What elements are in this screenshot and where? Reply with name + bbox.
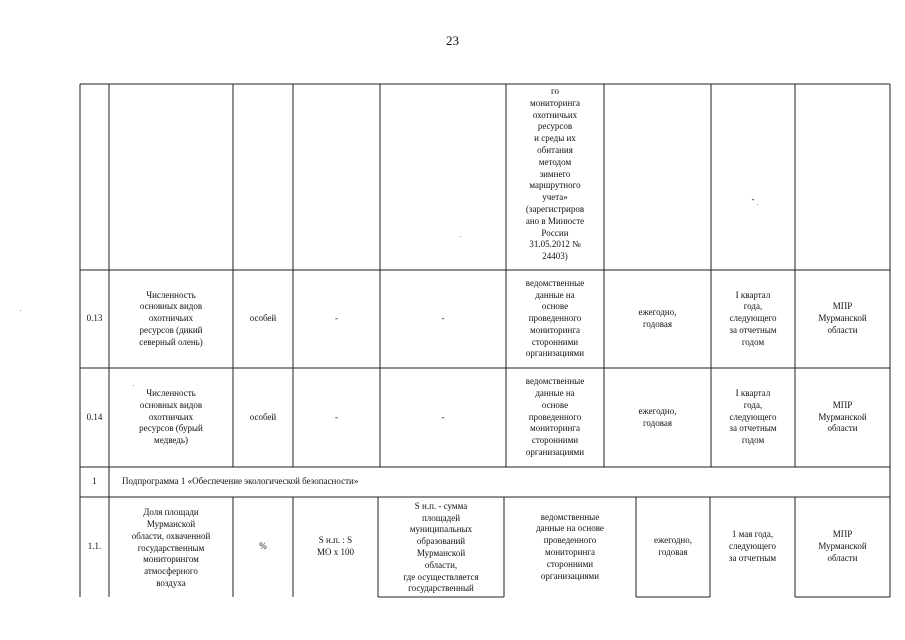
row-11-num-text: 1.1.	[87, 541, 102, 552]
row-014-name	[109, 368, 233, 467]
row-014-frequency-text: ежегодно, годовая	[638, 405, 677, 428]
row-11-formula-text: S н.п. : S МО х 100	[316, 535, 354, 557]
row-013-unit-text: особей	[249, 313, 277, 324]
row-014-deadline	[711, 368, 795, 467]
row-013-unit	[233, 270, 293, 368]
subprogram-title	[122, 467, 882, 497]
row-013-name-text: Численность основных видов охотничьих ресурсов (дикий северный олень)	[139, 289, 203, 347]
row-11-deadline	[710, 497, 795, 597]
row-014-num-text: 0.14	[86, 411, 103, 422]
row-013-num	[80, 270, 109, 368]
row-014-explanation-text: -	[441, 411, 445, 422]
row-014-formula	[293, 368, 380, 467]
row-014-responsible	[795, 368, 890, 467]
continuation-deadline-cell	[711, 180, 795, 220]
row-014-explanation	[380, 368, 506, 467]
continuation-method-text: го мониторинга охотничьих ресурсов и среды их обитания методом зимнего маршрутного учета» (зарегистриров ано в Минюсте России 31.05.2012 № 24403)	[525, 86, 585, 262]
scan-speck	[20, 310, 21, 311]
row-013-deadline-text: I квартал года, следующего за отчетным годом	[729, 289, 777, 347]
row-014-source-text: ведомственные данные на основе проведенного мониторинга сторонними организациями	[525, 376, 585, 457]
row-11-num	[80, 497, 109, 597]
scan-speck	[133, 385, 134, 386]
row-11-responsible	[795, 497, 890, 597]
row-013-deadline	[711, 270, 795, 368]
scan-speck	[757, 204, 758, 205]
row-013-formula	[293, 270, 380, 368]
row-11-frequency-text: ежегодно, годовая	[654, 535, 692, 557]
row-11-source-text: ведомственные данные на основе проведенного мониторинга сторонними организациями	[536, 511, 604, 581]
page-number: 23	[446, 33, 459, 48]
scan-speck	[460, 236, 461, 237]
row-013-responsible	[795, 270, 890, 368]
row-014-num	[80, 368, 109, 467]
row-11-responsible-text: МПР Мурманской области	[818, 529, 867, 563]
row-014-source	[506, 368, 604, 467]
row-013-num-text: 0.13	[86, 313, 103, 324]
continuation-method-cell	[506, 86, 604, 269]
subprogram-num	[80, 467, 109, 497]
row-014-unit-text: особей	[249, 411, 277, 422]
row-11-formula	[293, 497, 378, 597]
row-014-responsible-text: МПР Мурманской области	[818, 399, 867, 434]
row-11-unit-text: %	[259, 541, 267, 552]
row-013-source-text: ведомственные данные на основе проведенного мониторинга сторонними организациями	[525, 277, 585, 359]
row-014-name-text: Численность основных видов охотничьих ресурсов (бурый медведь)	[139, 388, 203, 446]
row-11-frequency	[636, 497, 710, 597]
row-013-formula-text: -	[335, 313, 338, 324]
row-014-deadline-text: I квартал года, следующего за отчетным годом	[729, 388, 777, 446]
row-013-responsible-text: МПР Мурманской области	[818, 301, 867, 335]
row-11-explanation-text: S н.п. - сумма площадей муниципальных образований Мурманской области, где осуществляется государственный	[403, 500, 479, 594]
row-11-source	[504, 497, 636, 597]
row-014-unit	[233, 368, 293, 467]
row-013-frequency	[604, 270, 711, 368]
row-014-formula-text: -	[335, 411, 338, 422]
row-11-name-text: Доля площади Мурманской области, охваченной государственным мониторингом атмосферного воздуха	[131, 507, 211, 588]
row-013-explanation-text: -	[441, 313, 445, 324]
continuation-deadline-text: -	[751, 194, 755, 205]
row-11-explanation	[378, 499, 504, 597]
row-013-explanation	[380, 270, 506, 368]
row-014-frequency	[604, 368, 711, 467]
row-11-unit	[233, 497, 293, 597]
row-013-source	[506, 270, 604, 368]
row-11-name	[109, 500, 233, 597]
subprogram-title-text: Подпрограмма 1 «Обеспечение экологической безопасности»	[122, 476, 359, 487]
subprogram-num-text: 1	[92, 476, 97, 487]
row-013-name	[109, 270, 233, 368]
row-11-deadline-text: 1 мая года, следующего за отчетным	[728, 529, 777, 563]
row-013-frequency-text: ежегодно, годовая	[638, 307, 677, 329]
